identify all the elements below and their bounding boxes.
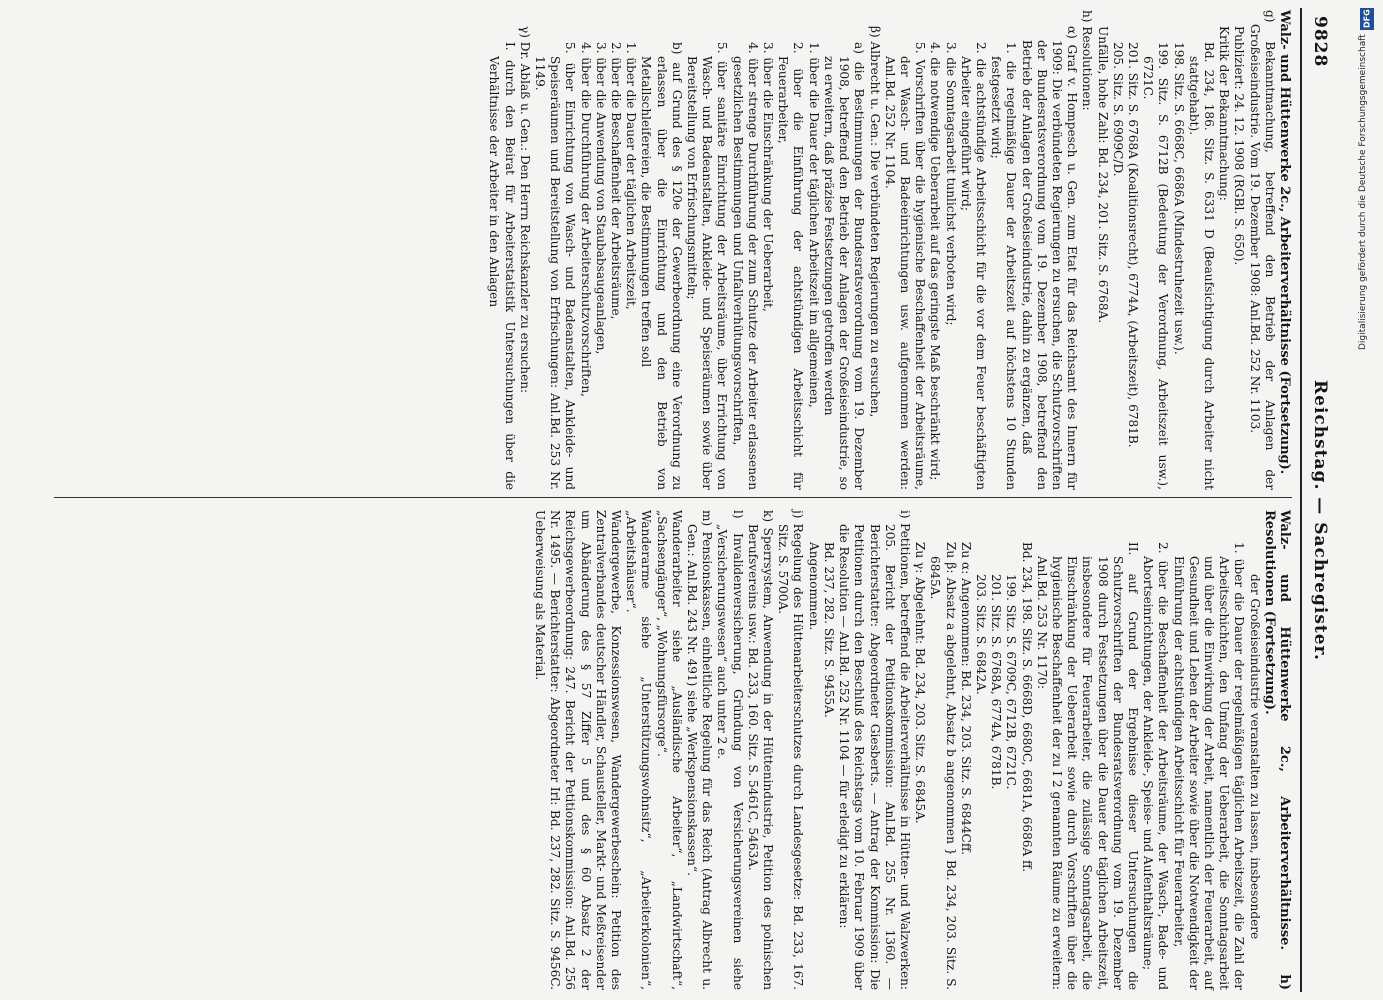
register-entry: Wanderarbeiter siehe „Ausländische Arbeiter“, „Landwirtschaft“, „Sachsengänger“, „Wohnungsfürsorge“. xyxy=(654,510,684,990)
register-entry: β) Albrecht u. Gen.: Die verbündeten Regierungen zu ersuchen, xyxy=(867,26,882,418)
register-entry: γ) Dr. Ablaß u. Gen.: Den Herrn Reichskanzler zu ersuchen: xyxy=(517,26,532,394)
right-column xyxy=(532,510,1292,990)
register-entry: der Großeiseindustrie veranstalten zu lassen, insbesondere xyxy=(1247,574,1262,940)
register-entry: Zu α: Angenommen: Bd. 234, 203. Sitz. S. 6844Cff. xyxy=(958,542,973,855)
register-entry: 201. Sitz. S. 6768A, 6774A, 6781B. xyxy=(989,574,1004,790)
register-entry: Zu β: Absatz a abgelehnt, Absatz b angenommen } Bd. 234, 203. Sitz. S. 6845A. xyxy=(928,542,958,990)
register-entry: Walz- und Hüttenwerke 2c., Arbeiterverhältnisse (Fortsetzung). xyxy=(1277,10,1292,475)
register-entry: 2. über die Beschaffenheit der Arbeitsräume, xyxy=(609,42,624,320)
register-entry: 1. über die Dauer der täglichen Arbeitszeit im allgemeinen, xyxy=(806,42,821,408)
register-entry: j) Regelung des Hüttenarbeiterschutzes durch Landesgesetze: Bd. 233, 167. Sitz. S. 5700A. xyxy=(776,510,806,990)
register-entry: Bd. 234, 186. Sitz. S. 6331 D (Beaufsichtigung durch Arbeiter nicht stattgehabt). xyxy=(1186,42,1216,490)
register-entry: 3. die Sonntagsarbeit tunlichst verboten wird; xyxy=(943,42,958,326)
register-entry: α) Graf v. Hompesch u. Gen. zum Etat für das Reichsamt des Innern für 1909: Die verbündeten Regierungen zu ersuchen, die Schutzvorschriften der Bundesratsverordnung vom 19. Dezember 1908, betreffend den Betrieb der Anlagen der Großeiseindustrie, dahin zu ergänzen, daß xyxy=(1019,26,1080,490)
left-column xyxy=(486,10,1292,490)
register-entry: 2. über die Einführung der achtstündigen Arbeitsschicht für Feuerarbeiter, xyxy=(776,42,806,490)
register-entry: 199. Sitz. S. 6709C, 6712B, 6721C. xyxy=(1004,574,1019,790)
register-entry: 1. die regelmäßige Dauer der Arbeitszeit auf höchstens 10 Stunden festgesetzt wird; xyxy=(989,42,1019,490)
digitization-credit: Digitalisierung gefördert durch die Deutsche Forschungsgemeinschaft xyxy=(1358,34,1368,350)
register-entry: Zu γ: Abgelehnt: Bd. 234, 203. Sitz. S. 6845A. xyxy=(913,542,928,824)
register-entry: m) Pensionskassen, einheitliche Regelung für das Reich (Antrag Albrecht u. Gen.: Anl.Bd. 243 Nr. 491) siehe „Werkspensionskassen“. xyxy=(685,510,715,990)
register-entry: b) auf Grund des § 120e der Gewerbeordnung eine Verordnung zu erlassen über die Einrichtung und den Betrieb von Metallschleifereien, die Bestimmungen treffen soll xyxy=(639,42,684,490)
register-entry: 201. Sitz. S. 6768A (Koalitionsrecht), 6774A, (Arbeitszeit), 6781B. xyxy=(1125,42,1140,448)
page-number: 9828 xyxy=(1310,16,1330,68)
register-entry: k) Sperrsystem, Anwendung in der Hüttenindustrie, Petition des polnischen Berufsvereins usw.: Bd. 233, 160. Sitz. S. 5461C, 5463A. xyxy=(745,510,776,990)
register-entry: 2. über die Beschaffenheit der Arbeitsräume, der Wasch-, Bade- und Abortseinrichtungen, der Ankleide-, Speise- und Aufenthaltsräume; xyxy=(1141,542,1171,990)
register-entry: Unfälle, hohe Zahl: Bd. 234, 201. Sitz. S. 6768A. xyxy=(1095,26,1110,324)
register-entry: Wanderarme siehe „Unterstützungswohnsitz“, „Arbeiterkolonien“, „Arbeitshäuser“. xyxy=(624,510,654,990)
register-entry: 1. über die Dauer der regelmäßigen täglichen Arbeitszeit, die Zahl der Arbeitsschichten, den Umfang der Ueberarbeit, die Sonntagsarbeit und über die Einwirkung der Arbeit, namentlich der Feuerarbeit, auf Gesundheit und Leben der Arbeiter sowie über die Notwendigkeit der Einführung der achtstündigen Arbeitsschicht für Feuerarbeiter, xyxy=(1171,542,1247,990)
register-entry: 198. Sitz. S. 6668C, 6686A (Mindestruhezeit usw.). xyxy=(1171,42,1186,355)
register-entry: a) die Bestimmungen der Bundesratsverordnung vom 19. Dezember 1908, betreffend den Betrieb der Anlagen der Großeiseindustrie, so zu erweitern, daß präzise Festsetzungen getroffen werden xyxy=(821,42,867,490)
register-entry: 3. über die Anwendung von Staubabsaugeanlagen, xyxy=(593,42,608,355)
register-entry: Angenommen. xyxy=(806,542,821,631)
register-entry: Publiziert: 24. 12. 1908 (RGBl. S. 650). xyxy=(1232,26,1247,266)
register-entry: 4. die notwendige Ueberarbeit auf das geringste Maß beschränkt wird; xyxy=(928,42,943,481)
register-entry: 4. über strenge Durchführung der zum Schutze der Arbeiter erlassenen gesetzlichen Bestimmungen und Unfallverhütungsvorschriften, xyxy=(730,42,760,490)
register-entry: 199. Sitz. S. 6712B (Bedeutung der Verordnung, Arbeitszeit usw.), 6721C. xyxy=(1141,42,1171,490)
register-entry: Walz- und Hüttenwerke 2c., Arbeiterverhältnisse. h) Resolutionen (Fortsetzung). xyxy=(1261,510,1292,990)
register-entry: 5. über sanitäre Einrichtung der Arbeitsräume, über Errichtung von Wasch- und Badeanstalten, Ankleide- und Speiseräumen sowie über Bereitstellung von Erfrischungsmitteln; xyxy=(685,42,730,490)
register-entry: 1. über die Dauer der täglichen Arbeitszeit, xyxy=(624,42,639,310)
register-entry: h) Resolutionen: xyxy=(1080,10,1095,111)
register-entry: Bd. 237, 282. Sitz. S. 9455A. xyxy=(821,542,836,718)
page-title: Reichstag. — Sachregister. xyxy=(1310,380,1330,661)
register-entry: 205. Sitz. S. 6909C/D. xyxy=(1110,42,1125,177)
register-entry: 5. über Einrichtung von Wasch- und Badeanstalten, Ankleide- und Speiseräumen und Bereitstellung von Erfrischungen: Anl.Bd. 253 Nr. 1149. xyxy=(533,42,578,490)
register-entry: g) Bekanntmachung, betreffend den Betrieb der Anlagen der Großeiseindustrie. Vom 19. Dezember 1908: Anl.Bd. 252 Nr. 1103. xyxy=(1247,10,1277,490)
dfg-logo: DFG xyxy=(1360,8,1374,30)
header-rule xyxy=(1300,8,1302,992)
rotated-page-content xyxy=(46,0,1336,1000)
register-entry: 4. über die Durchführung der Arbeiterschutzvorschriften, xyxy=(578,42,593,397)
register-entry: Bd. 234, 198. Sitz. S. 6668D, 6680C, 6681A, 6686A ff. xyxy=(1019,542,1034,873)
column-divider xyxy=(54,497,1292,498)
register-entry: II. auf Grund der Ergebnisse dieser Untersuchungen die Schutzvorschriften der Bundesratsverordnung vom 19. Dezember 1908 durch Festsetzungen über die Dauer der täglichen Arbeitszeit, insbesondere für Feuerarbeiter, die zulässige Sonntagsarbeit, die Einschränkung der Ueberarbeit sowie durch Vorschriften über die hygienische Beschaffenheit der zu I 2 genannten Räume zu erweitern: Anl.Bd. 253 Nr. 1170: xyxy=(1034,542,1140,990)
register-entry: i) Petitionen, betreffend die Arbeiterverhältnisse in Hütten- und Walzwerken: 205. Bericht der Petitionskommission: Anl.Bd. 255 Nr. 1360. — Berichterstatter: Abgeordneter Giesberts. — Antrag der Kommission: Die Petitionen durch den Beschluß des Reichstags vom 10. Februar 1909 über die Resolution — Anl.Bd. 252 Nr. 1104 — für erledigt zu erklären: xyxy=(837,510,912,990)
page-header xyxy=(1292,0,1336,1000)
register-entry: 2. die achtstündige Arbeitsschicht für die vor dem Feuer beschäftigten Arbeiter eingeführt wird; xyxy=(958,42,988,490)
register-entry: 5. Vorschriften über die hygienische Beschaffenheit der Arbeitsräume, der Wasch- und Badeeinrichtungen usw. aufgenommen werden: Anl.Bd. 252 Nr. 1104. xyxy=(882,42,928,490)
register-entry: 203. Sitz. S. 6842A. xyxy=(973,574,988,695)
register-entry: 3. über die Einschränkung der Ueberarbeit, xyxy=(761,42,776,312)
register-entry: Kritik der Bekanntmachung: xyxy=(1217,26,1232,201)
register-entry: Wandergewerbe, Konzessionswesen, Wandergewerbeschein: Petition des Zentralverbandes deutscher Händler, Schausteller, Markt- und Meßreisender um Abänderung des § 57 Ziffer 5 und des § 60 Absatz 2 der Reichsgewerbeordnung: 247. Bericht der Petitionskommission: Anl.Bd. 256 Nr. 1495. — Berichterstatter: Abgeordneter Irl: Bd. 237, 282. Sitz. S. 9456C. Ueberweisung als Material. xyxy=(533,510,624,990)
register-entry: I. durch den Beirat für Arbeiterstatistik Untersuchungen über die Verhältnisse der Arbeiter in den Anlagen xyxy=(487,42,517,490)
register-entry: l) Invalidenversicherung, Gründung von Versicherungsvereinen siehe „Versicherungswesen“ auch unter 2 e. xyxy=(715,510,745,990)
